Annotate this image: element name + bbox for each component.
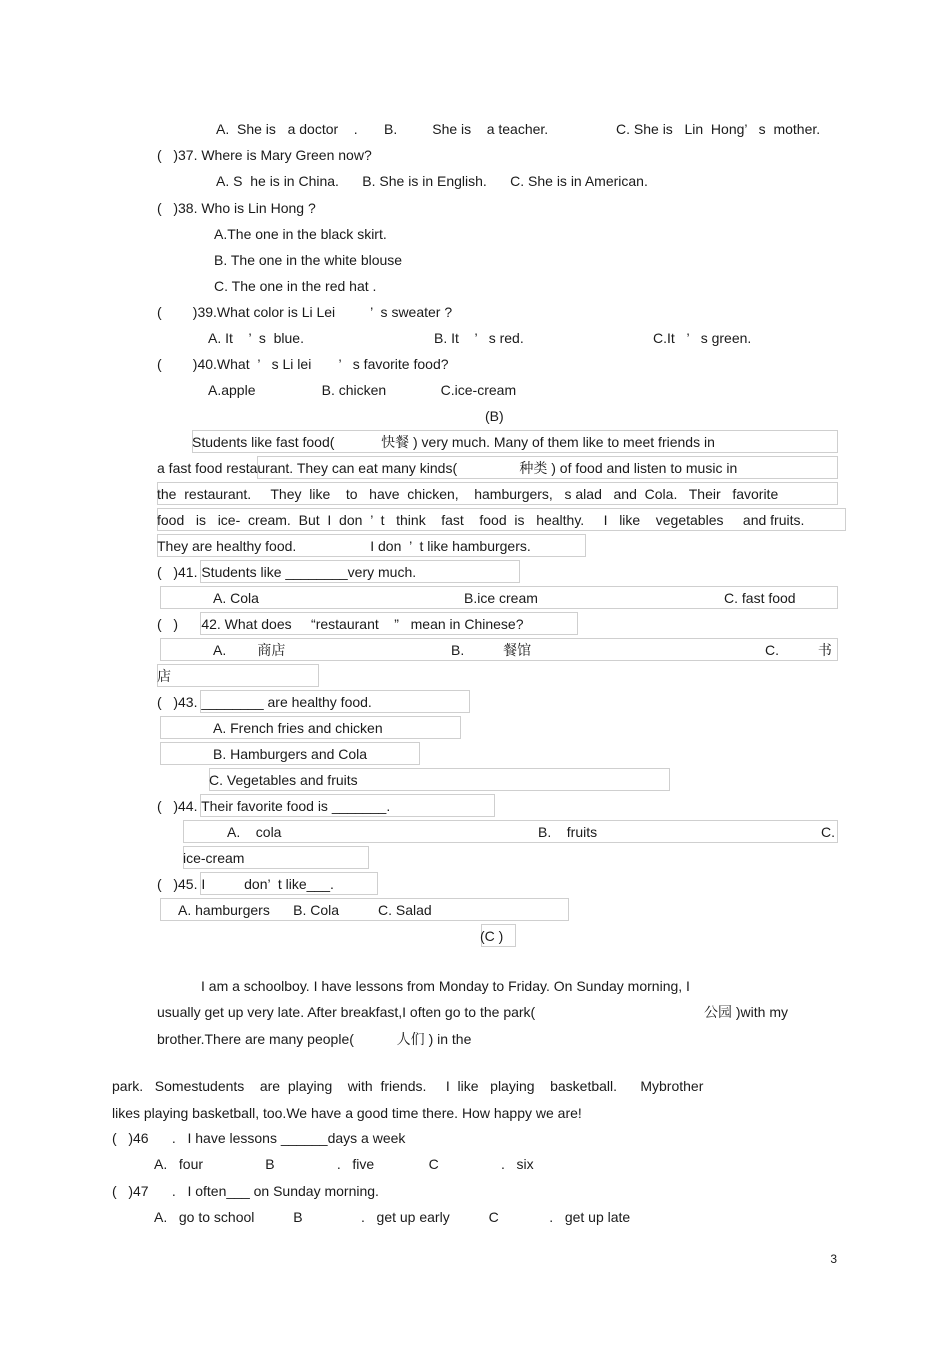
q43-option-b: B. Hamburgers and Cola	[213, 746, 368, 762]
q38-option-b: B. The one in the white blouse	[214, 252, 403, 268]
q42-option-c-continued: 店	[157, 668, 171, 684]
q44-stem: ( )44. Their favorite food is _______.	[157, 798, 391, 814]
q44-option-c-continued: ice-cream	[183, 850, 245, 866]
q42-option-b: B. 餐馆	[451, 642, 532, 658]
q47-stem: ( )47 . I often___ on Sunday morning.	[112, 1183, 379, 1199]
q40-options: A.apple B. chicken C.ice-cream	[208, 382, 517, 398]
q38-option-a: A.The one in the black skirt.	[214, 226, 387, 242]
q41-option-a: A. Cola	[213, 590, 259, 606]
section-b-passage-line: the restaurant. They like to have chicken, hamburgers, s alad and Cola. Their favorite	[157, 486, 779, 502]
q46-stem: ( )46 . I have lessons ______days a week	[112, 1130, 406, 1146]
q39-option-c: C.It ’ s green.	[653, 330, 752, 346]
section-c-passage-line: 公园 )with my	[704, 1004, 788, 1020]
section-c-passage-line: likes playing basketball, too.We have a good time there. How happy we are!	[112, 1105, 582, 1121]
section-b-passage-line: food is ice- cream. But I don ’ t think fast food is healthy. I like vegetables and fruits.	[157, 512, 805, 528]
section-b-passage-line: They are healthy food. I don ’ t like hamburgers.	[157, 538, 531, 554]
q44-option-a: A. cola	[227, 824, 282, 840]
q45-options: A. hamburgers B. Cola C. Salad	[178, 902, 432, 918]
q42-option-c: C. 书	[765, 642, 832, 658]
section-c-title: (C )	[480, 928, 504, 944]
section-c-passage-line: brother.There are many people( 人们 ) in the	[157, 1031, 472, 1047]
q36-option-a: A. She is a doctor .	[216, 121, 358, 137]
q36-option-b: B. She is a teacher.	[384, 121, 549, 137]
q40-stem: ( )40.What ’ s Li lei ’ s favorite food?	[157, 356, 449, 372]
q39-option-a: A. It ’ s blue.	[208, 330, 304, 346]
q42-option-a: A. 商店	[213, 642, 286, 658]
q45-stem: ( )45. I don’ t like___.	[157, 876, 334, 892]
q39-option-b: B. It ’ s red.	[434, 330, 524, 346]
q41-option-b: B.ice cream	[464, 590, 538, 606]
section-b-passage-line: a fast food restaurant. They can eat many kinds( 种类 ) of food and listen to music in	[157, 460, 738, 476]
section-b-title: (B)	[485, 408, 504, 424]
q37-stem: ( )37. Where is Mary Green now?	[157, 147, 372, 163]
q43-stem: ( )43. ________ are healthy food.	[157, 694, 372, 710]
section-c-passage-line: usually get up very late. After breakfast,I often go to the park(	[157, 1004, 536, 1020]
q42-stem: ( ) 42. What does “restaurant ” mean in Chinese?	[157, 616, 524, 632]
q44-option-c: C.	[821, 824, 835, 840]
cell-outline	[157, 664, 319, 687]
q43-option-a: A. French fries and chicken	[213, 720, 383, 736]
q41-option-c: C. fast food	[724, 590, 796, 606]
q46-options: A. four B . five C . six	[154, 1156, 534, 1172]
q47-options: A. go to school B . get up early C . get up late	[154, 1209, 631, 1225]
page-number: 3	[830, 1252, 837, 1266]
q39-stem: ( )39.What color is Li Lei ’ s sweater ?	[157, 304, 453, 320]
q38-stem: ( )38. Who is Lin Hong ?	[157, 200, 316, 216]
section-c-passage-line: park. Somestudents are playing with friends. I like playing basketball. Mybrother	[112, 1078, 704, 1094]
q41-stem: ( )41. Students like ________very much.	[157, 564, 417, 580]
q36-option-c: C. She is Lin Hong’ s mother.	[616, 121, 821, 137]
q44-option-b: B. fruits	[538, 824, 598, 840]
section-c-passage-line: I am a schoolboy. I have lessons from Monday to Friday. On Sunday morning, I	[201, 978, 690, 994]
q37-options: A. S he is in China. B. She is in English. C. She is in American.	[216, 173, 648, 189]
q38-option-c: C. The one in the red hat .	[214, 278, 377, 294]
section-b-passage-line: Students like fast food( 快餐 ) very much. Many of them like to meet friends in	[192, 434, 715, 450]
q43-option-c: C. Vegetables and fruits	[209, 772, 358, 788]
